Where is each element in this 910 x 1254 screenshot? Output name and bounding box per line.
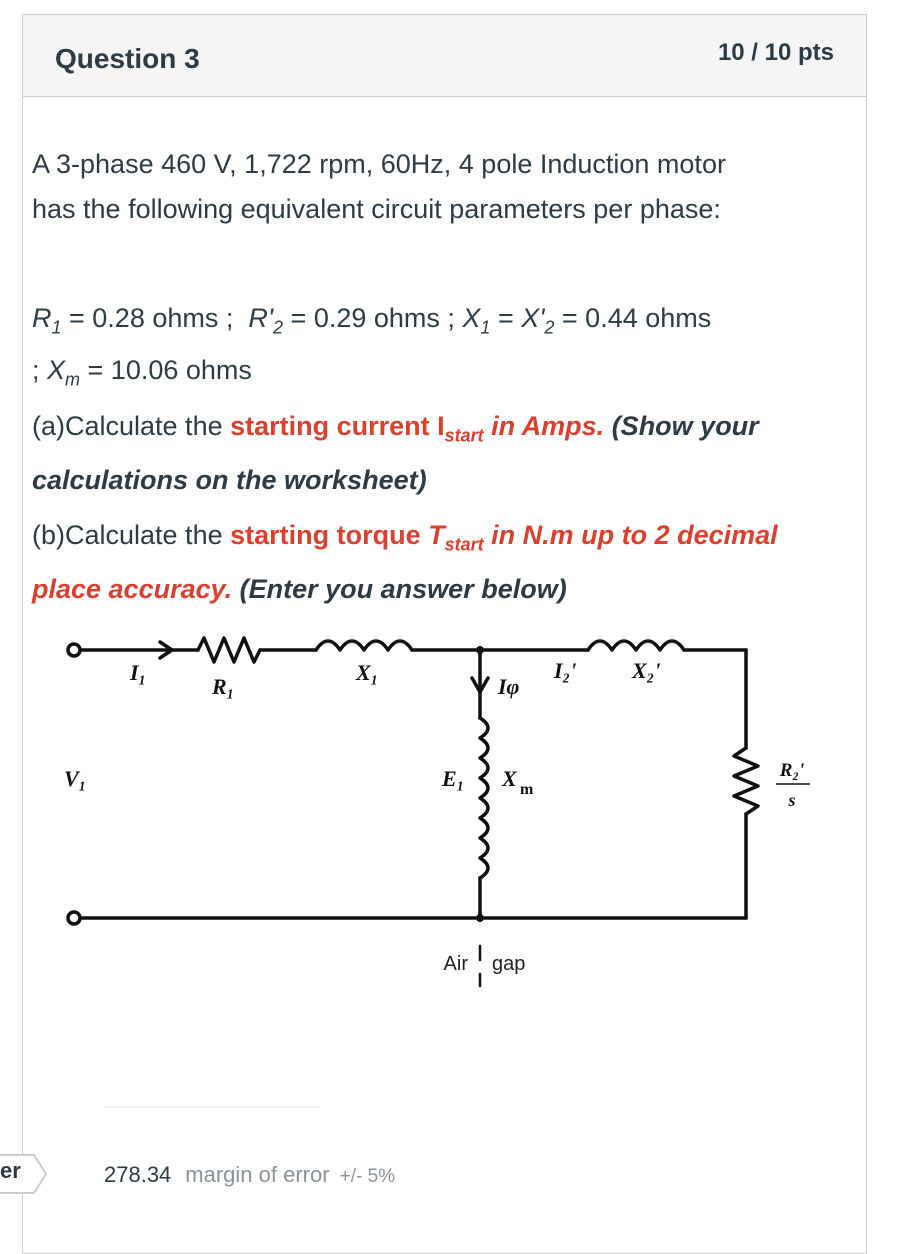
xm-symbol: X bbox=[47, 355, 66, 386]
margin-of-error-value: +/- 5% bbox=[339, 1166, 396, 1187]
part-a-prefix: (a)Calculate the bbox=[32, 411, 231, 441]
part-b-symbol-sub: start bbox=[444, 534, 484, 555]
x2-symbol: X' bbox=[521, 303, 545, 333]
r2-value: = 0.29 ohms ; bbox=[283, 303, 463, 333]
r1-subscript: 1 bbox=[51, 317, 62, 338]
xm-label: X bbox=[502, 766, 517, 791]
bottom-junction bbox=[476, 914, 484, 922]
xm-value: = 10.06 ohms bbox=[80, 355, 252, 386]
answer-value: 278.34 bbox=[104, 1162, 172, 1187]
params-line2-prefix: ; bbox=[32, 355, 48, 386]
question-points: 10 / 10 pts bbox=[717, 39, 834, 66]
x1-symbol: X bbox=[462, 303, 481, 333]
margin-of-error-label: margin of error bbox=[185, 1162, 330, 1187]
air-label: Air bbox=[443, 953, 468, 975]
answer-divider bbox=[104, 1106, 320, 1108]
params-line-2 bbox=[32, 348, 822, 402]
question-intro bbox=[32, 142, 822, 232]
part-b-symbol: T bbox=[428, 520, 445, 550]
i2-label: I₂' bbox=[554, 658, 577, 683]
xm-inductor bbox=[480, 718, 488, 878]
x1-equals: = bbox=[490, 303, 522, 333]
xm-label-sub: m bbox=[520, 781, 534, 798]
part-b-instruction: (Enter you answer below) bbox=[232, 574, 567, 605]
answer-row bbox=[104, 1158, 395, 1194]
x2-label: X₂' bbox=[632, 658, 661, 683]
params-line-1 bbox=[32, 296, 822, 350]
r2-subscript: 2 bbox=[273, 317, 284, 338]
equivalent-circuit-diagram bbox=[48, 620, 805, 990]
i1-label: I₁ bbox=[130, 660, 147, 685]
circuit-wires bbox=[68, 638, 758, 986]
circuit-parameters bbox=[32, 296, 822, 403]
intro-line-1: A 3-phase 460 V, 1,722 rpm, 60Hz, 4 pole Induction motor bbox=[32, 149, 726, 179]
top-junction bbox=[476, 646, 484, 654]
x2-value: = 0.44 ohms bbox=[554, 303, 712, 333]
r2-load-resistor bbox=[734, 748, 758, 814]
r1-value: = 0.28 ohms ; bbox=[61, 303, 249, 333]
x1-inductor bbox=[316, 641, 412, 650]
x1-label: X₁ bbox=[356, 660, 379, 685]
xm-subscript: m bbox=[65, 369, 81, 390]
x1-subscript: 1 bbox=[480, 317, 491, 338]
v1-label: V₁ bbox=[64, 766, 87, 791]
question-header bbox=[23, 15, 866, 97]
r2-numerator-label: R₂' bbox=[779, 760, 805, 781]
part-b bbox=[32, 513, 822, 612]
part-b-highlight: starting torque bbox=[230, 520, 429, 550]
part-a-highlight: starting current I bbox=[230, 411, 445, 441]
answer-tab-label: er bbox=[0, 1158, 21, 1183]
bottom-terminal bbox=[68, 912, 80, 924]
iphi-label: Iφ bbox=[498, 674, 520, 699]
part-a-instruction: (Show your calculations on the worksheet) bbox=[32, 411, 759, 496]
question-title: Question 3 bbox=[55, 43, 200, 74]
part-a bbox=[32, 404, 822, 503]
x2-subscript: 2 bbox=[544, 317, 555, 338]
intro-line-2: has the following equivalent circuit parameters per phase: bbox=[32, 194, 721, 224]
r1-resistor bbox=[198, 638, 260, 662]
r1-label: R₁ bbox=[212, 674, 235, 699]
part-b-prefix: (b)Calculate the bbox=[32, 520, 231, 550]
top-terminal bbox=[68, 644, 80, 656]
gap-label: gap bbox=[492, 953, 526, 975]
e1-label: E₁ bbox=[442, 766, 465, 791]
part-b-units: in N.m up to 2 decimal place accuracy. bbox=[32, 520, 778, 605]
r2-denominator-label: s bbox=[788, 790, 796, 810]
x2-inductor bbox=[588, 641, 684, 650]
part-a-units: in Amps. bbox=[483, 411, 605, 441]
r1-symbol: R bbox=[32, 303, 52, 333]
r2-symbol: R' bbox=[248, 303, 274, 333]
part-a-highlight-sub: start bbox=[444, 425, 484, 446]
